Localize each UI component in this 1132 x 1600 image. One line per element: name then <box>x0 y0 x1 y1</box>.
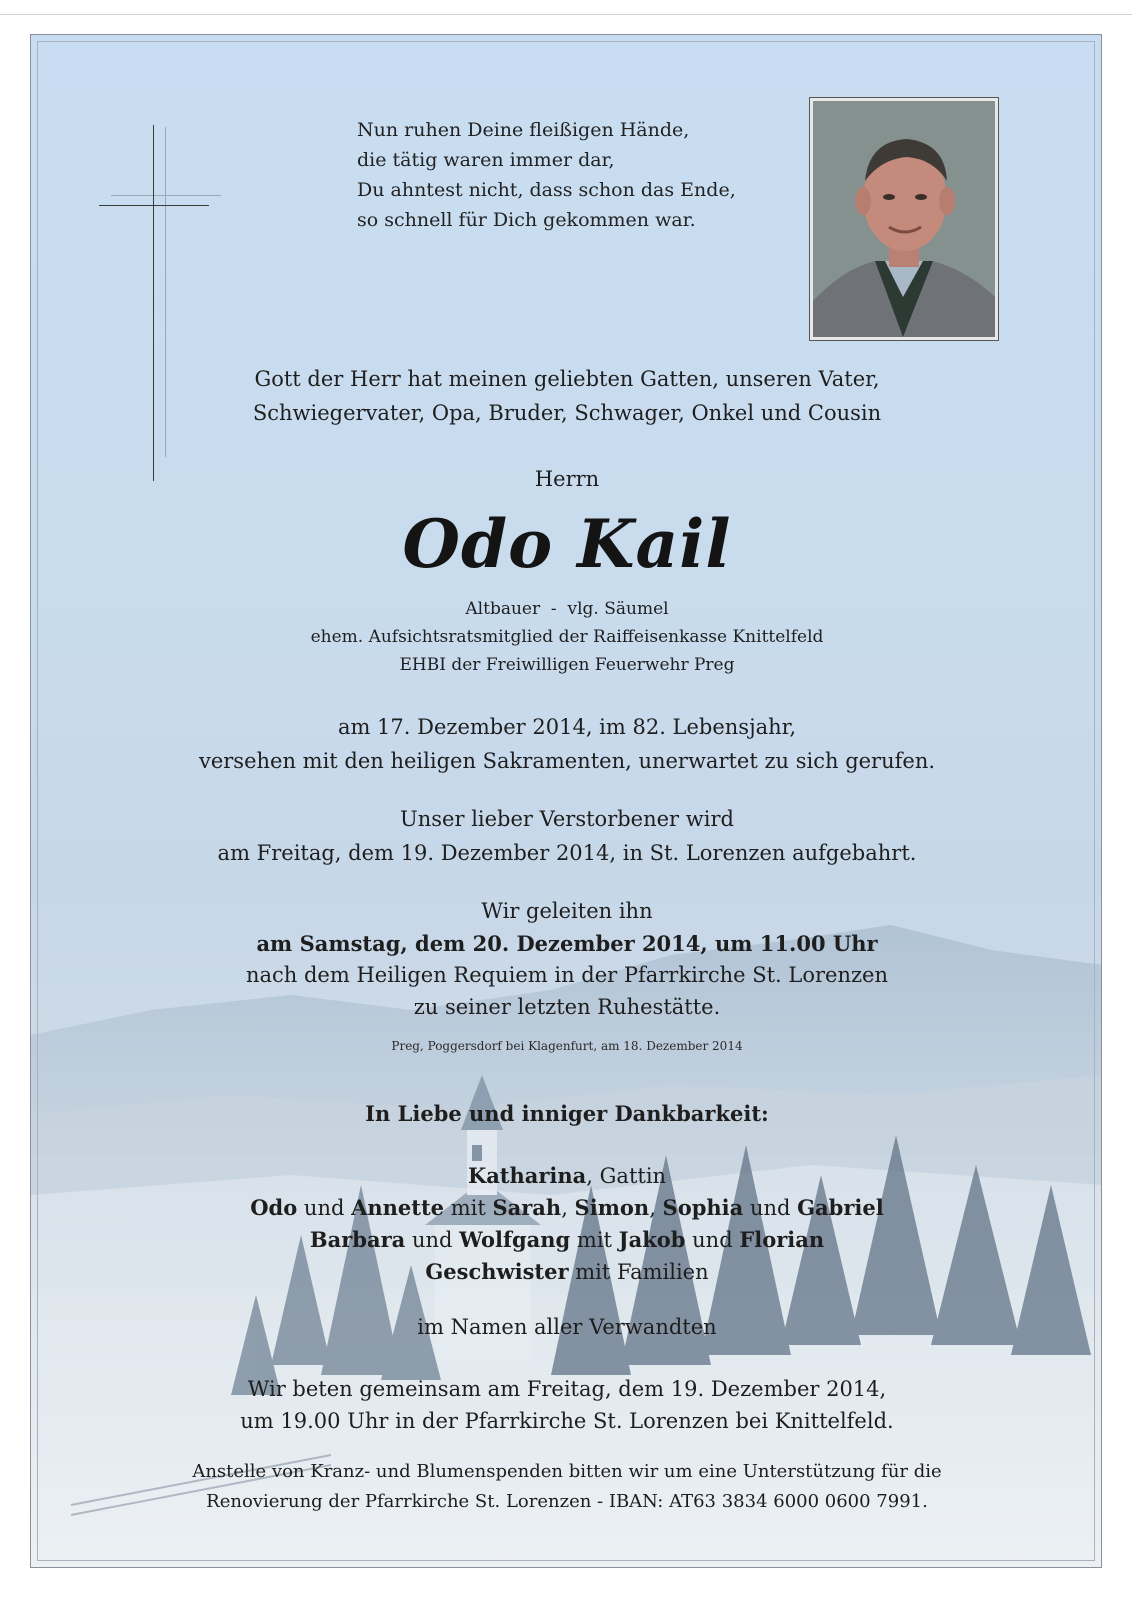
cross-shadow-horizontal <box>111 195 221 196</box>
mourner-row-1 <box>31 1163 1102 1188</box>
mourner-row-2 <box>31 1195 1102 1220</box>
comma: , <box>649 1196 663 1220</box>
mourner-son: Odo <box>250 1195 298 1220</box>
grandchild: Sarah <box>492 1195 562 1220</box>
funeral-date-time: am Samstag, dem 20. Dezember 2014, um 11.00 Uhr <box>256 931 878 956</box>
laid-out-line-1: Unser lieber Verstorbener wird <box>400 807 734 831</box>
role-occupation: Altbauer <box>465 599 541 619</box>
mourner-wife: Katharina <box>467 1163 587 1188</box>
mourner-wife-relation: , Gattin <box>586 1164 667 1188</box>
role-farm-name: vlg. Säumel <box>567 599 669 619</box>
donation-line-1: Anstelle von Kranz- und Blumenspenden bitten wir um eine Unterstützung für die <box>192 1461 942 1482</box>
conj: mit <box>570 1228 619 1252</box>
donation-line-2: Renovierung der Pfarrkirche St. Lorenzen - IBAN: AT63 3834 6000 0600 7991. <box>206 1491 928 1512</box>
mourner-daughter: Barbara <box>309 1227 406 1252</box>
death-line-2: versehen mit den heiligen Sakramenten, unerwartet zu sich gerufen. <box>198 749 936 773</box>
mourner-siblings-rest: mit Familien <box>568 1260 709 1284</box>
portrait-photo <box>809 97 999 341</box>
mourner-son-in-law: Wolfgang <box>459 1227 571 1252</box>
funeral-line-1: Wir geleiten ihn <box>481 899 653 923</box>
portrait-image <box>813 101 995 337</box>
comma: , <box>561 1196 575 1220</box>
page-top-rule <box>0 14 1132 15</box>
conj: und <box>743 1196 798 1220</box>
mourners-heading: In Liebe und inniger Dankbarkeit: <box>365 1101 769 1126</box>
prayer-line-2: um 19.00 Uhr in der Pfarrkirche St. Lorenzen bei Knittelfeld. <box>240 1409 894 1433</box>
grandchild: Gabriel <box>797 1195 884 1220</box>
grandchild: Jakob <box>618 1227 686 1252</box>
role-line-1 <box>31 599 1102 619</box>
mourner-siblings: Geschwister <box>425 1259 569 1284</box>
intro-line-2: Schwiegervater, Opa, Bruder, Schwager, Onkel und Cousin <box>252 401 882 425</box>
grandchild: Florian <box>739 1227 825 1252</box>
conj: und <box>405 1228 460 1252</box>
mourner-row-5: im Namen aller Verwandten <box>417 1315 717 1339</box>
poem-line-2: die tätig waren immer dar, <box>357 149 615 171</box>
conj: mit <box>444 1196 493 1220</box>
deceased-name: Odo Kail <box>402 505 732 583</box>
grandchild: Sophia <box>662 1195 744 1220</box>
poem <box>357 115 797 235</box>
funeral-line-4: zu seiner letzten Ruhestätte. <box>413 995 721 1019</box>
mourner-daughter-in-law: Annette <box>351 1195 445 1220</box>
conj: und <box>685 1228 740 1252</box>
cross-icon-horizontal <box>99 205 209 206</box>
funeral-line-3: nach dem Heiligen Requiem in der Pfarrkirche St. Lorenzen <box>245 963 888 987</box>
conj: und <box>297 1196 352 1220</box>
role-separator: - <box>550 599 557 619</box>
mourner-row-3 <box>31 1227 1102 1252</box>
grandchild: Simon <box>574 1195 650 1220</box>
mourner-row-4 <box>31 1259 1102 1284</box>
intro-line-1: Gott der Herr hat meinen geliebten Gatten, unseren Vater, <box>254 367 880 391</box>
obituary-card <box>30 34 1102 1568</box>
role-line-3: EHBI der Freiwilligen Feuerwehr Preg <box>399 655 735 675</box>
laid-out-line-2: am Freitag, dem 19. Dezember 2014, in St. Lorenzen aufgebahrt. <box>217 841 917 865</box>
obituary-content <box>31 35 1102 1568</box>
place-date: Preg, Poggersdorf bei Klagenfurt, am 18. Dezember 2014 <box>391 1039 743 1053</box>
poem-line-3: Du ahntest nicht, dass schon das Ende, <box>357 179 736 201</box>
cross-icon-vertical <box>153 125 154 481</box>
poem-line-1: Nun ruhen Deine fleißigen Hände, <box>357 119 690 141</box>
poem-line-4: so schnell für Dich gekommen war. <box>357 209 696 231</box>
role-line-2: ehem. Aufsichtsratsmitglied der Raiffeisenkasse Knittelfeld <box>310 627 824 647</box>
prayer-line-1: Wir beten gemeinsam am Freitag, dem 19. Dezember 2014, <box>247 1377 887 1401</box>
salutation: Herrn <box>534 467 600 491</box>
death-line-1: am 17. Dezember 2014, im 82. Lebensjahr, <box>337 715 797 739</box>
